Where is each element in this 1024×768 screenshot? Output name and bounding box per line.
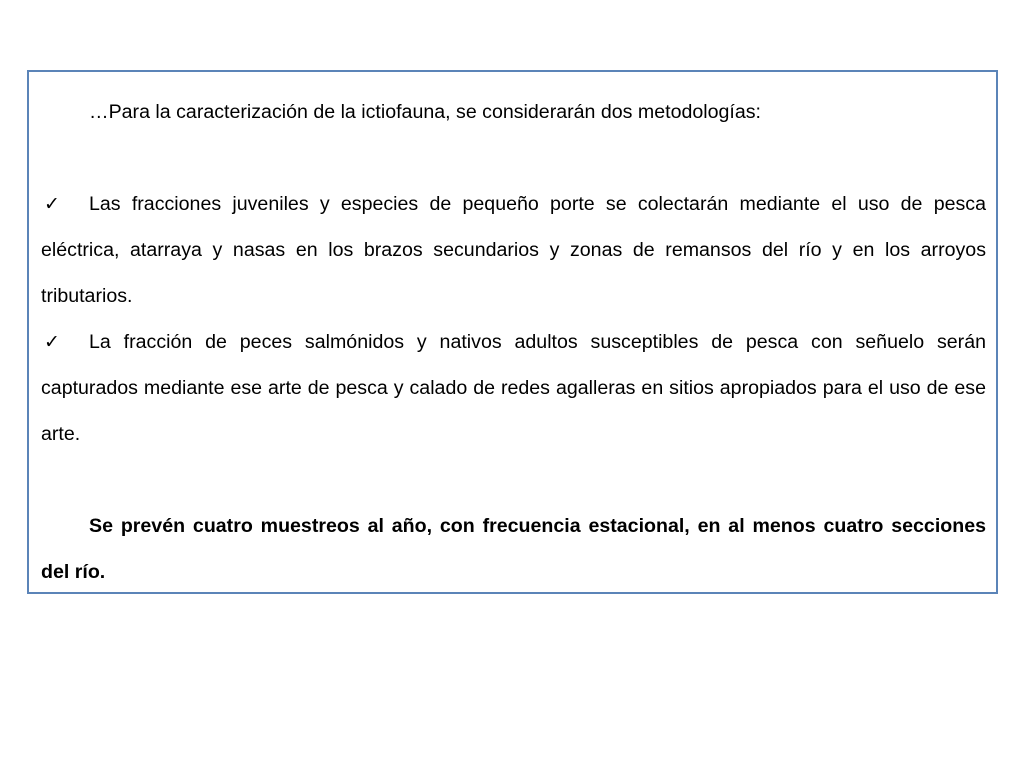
intro-paragraph: …Para la caracterización de la ictiofauna, se considerarán dos metodologías: [89, 101, 762, 123]
spacer [41, 457, 986, 503]
text-box [27, 70, 998, 594]
spacer [41, 135, 986, 181]
bullet-item-2 [41, 319, 986, 457]
bullet-text-2: La fracción de peces salmónidos y nativos adultos susceptibles de pesca con señuelo serán capturados mediante ese arte de pesca y calado de redes agalleras en sitios apropiados para el uso de ese arte. [41, 331, 986, 445]
bullet-item-1 [41, 181, 986, 319]
conclusion-paragraph: Se prevén cuatro muestreos al año, con frecuencia estacional, en al menos cuatro secciones del río. [41, 515, 986, 583]
bullet-text-1: Las fracciones juveniles y especies de pequeño porte se colectarán mediante el uso de pesca eléctrica, atarraya y nasas en los brazos secundarios y zonas de remansos del río y en los arroyos tributarios. [41, 193, 986, 307]
checkmark-icon: ✓ [44, 193, 60, 215]
checkmark-icon: ✓ [44, 331, 60, 353]
